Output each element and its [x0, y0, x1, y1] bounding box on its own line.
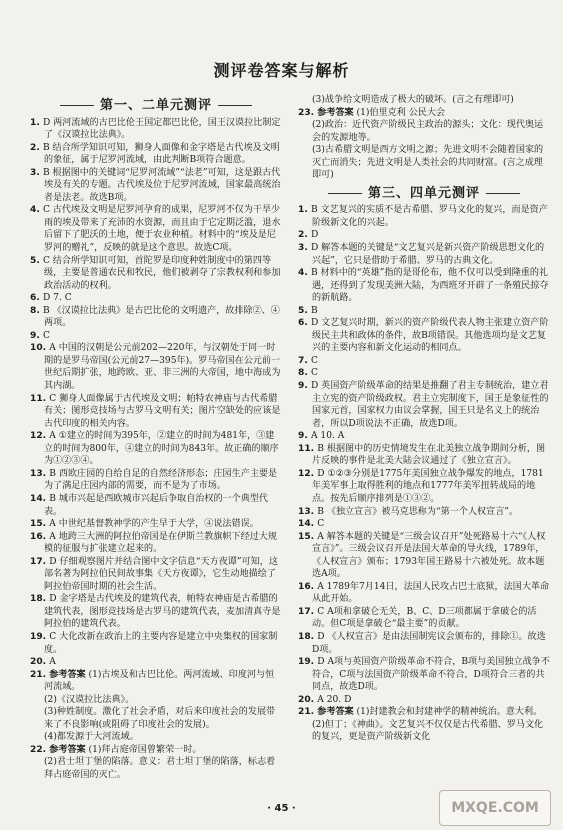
- answer-number: 17.: [30, 556, 50, 567]
- answer-number: 4.: [298, 268, 311, 279]
- answer-item: (3)种姓制度。激化了社会矛盾，对后来印度社会的发展带来了不良影响(或阻碍了印度社会的发展)。: [44, 707, 276, 730]
- answer-number: 9.: [298, 381, 311, 392]
- answer-number: 15.: [30, 519, 50, 530]
- title-rule-left: [60, 105, 94, 106]
- answer-number: 22. 参考答案: [30, 744, 86, 755]
- answer-item: 20. A 20. D: [298, 694, 352, 705]
- answer-item: 8. C: [298, 368, 318, 379]
- answer-number: 11.: [298, 443, 318, 454]
- answer-item: 1. D 两河流域的古巴比伦王国定都巴比伦，国王汉谟拉比制定了《汉谟拉比法典》。: [30, 117, 281, 141]
- answer-number: 3.: [30, 167, 43, 178]
- page-title: 测评卷答案与解析: [213, 61, 350, 80]
- title-rule-right: [218, 105, 252, 106]
- answer-number: 12.: [30, 431, 50, 442]
- answer-number: 18.: [298, 631, 318, 642]
- answer-number: 23. 参考答案: [298, 107, 354, 118]
- answer-item: (2)《汉谟拉比法典》。: [44, 694, 135, 705]
- answer-number: 5.: [30, 255, 43, 266]
- answer-item: 23. 参考答案 (1)伯里克利 公民大会: [298, 107, 446, 118]
- answer-item: 16. A 1789年7月14日，法国人民攻占巴士底狱，法国大革命从此开始。: [298, 581, 550, 605]
- answer-item: (4)都发源于大河流域。: [44, 732, 139, 743]
- answer-item: 18. D 《人权宣言》是由法国制宪议会颁布的，排除①。故选D项。: [298, 631, 546, 655]
- answer-item: 19. C 大化改新在政治上的主要内容是建立中央集权的国家制度。: [30, 631, 278, 655]
- answer-number: 21. 参考答案: [298, 707, 354, 718]
- answer-number: 16.: [30, 531, 50, 542]
- answer-number: 18.: [30, 594, 50, 605]
- answer-item: 14. C: [298, 519, 325, 530]
- answer-number: 17.: [298, 606, 318, 617]
- page-number: · 45 ·: [267, 803, 296, 814]
- right-column: [298, 94, 550, 744]
- answer-number: 15.: [298, 531, 318, 542]
- answer-item: 12. D ①②③分别是1775年美国独立战争爆发的地点，1781年美军事上取得胜利的地点和1777年美军扭转战局的地点。按先后顺序排列是①③②。: [298, 468, 544, 504]
- answer-number: 16.: [298, 581, 318, 592]
- answer-number: 12.: [298, 468, 318, 479]
- answer-item: 16. A 地跨三大洲的阿拉伯帝国是在伊斯兰教旗帜下经过大规模的征服与扩张建立起来的。: [30, 531, 277, 555]
- answer-number: 20.: [30, 657, 50, 668]
- answer-item: 21. 参考答案 (1)古埃及和古巴比伦。两河流域、印度河与恒河流域。: [30, 669, 275, 693]
- answer-number: 6.: [30, 293, 43, 304]
- answer-item: (3)古希腊文明是西方文明之源；先进文明不会随着国家的灭亡而消失；先进文明是人类社会的共同财富。(言之成理即可): [312, 145, 544, 181]
- answer-number: 21. 参考答案: [30, 669, 86, 680]
- answer-item: 11. C 狮身人面像属于古代埃及文明；帕特农神庙与古代希腊有关；图形竞技场与古罗马文明有关；图片空缺处的应该是古代印度的相关内容。: [30, 393, 281, 429]
- answer-number: 8.: [298, 368, 311, 379]
- answer-number: 13.: [30, 468, 50, 479]
- answer-number: 1.: [30, 117, 43, 128]
- answer-item: 12. A ①建立的时间为395年，②建立的时间为481年，③建立的时间为800年，④建立的时间为843年。故正确的顺序为①②③④。: [30, 431, 279, 467]
- answer-item: 13. B 西欧庄园的自给自足的自然经济形态；庄园生产主要是为了满足庄园内部的需要，而不是为了市场。: [30, 468, 278, 492]
- left-column: [30, 94, 282, 782]
- answer-number: 2.: [298, 230, 311, 241]
- answer-item: 2. B 结合所学知识可知，狮身人面像和金字塔是古代埃及文明的象征，属于尼罗河流域，由此判断B项符合题意。: [30, 142, 280, 166]
- answer-number: 1.: [298, 205, 311, 216]
- answer-item: 20. A: [30, 657, 56, 668]
- answer-number: 20.: [298, 694, 318, 705]
- answer-number: 9.: [298, 431, 311, 442]
- answer-item: 7. C: [298, 355, 318, 366]
- title-rule-right: [486, 193, 520, 194]
- answer-item: 11. B 根据图中的历史情境发生在北美独立战争期间分析，图片反映的事件是北美大陆会议通过了《独立宣言》。: [298, 443, 546, 467]
- answer-item: 21. 参考答案 (1)封建教会和封建神学的精神统治。意大利。: [298, 707, 543, 718]
- right-continued-answers: [298, 94, 550, 182]
- answer-item: 17. C A项和拿破仑无关，B、C、D三项都属于拿破仑的活动。但C项是拿破仑“最主要”的贡献。: [298, 606, 537, 630]
- answer-item: 19. D A项与英国资产阶级革命不符合，B项与美国独立战争不符合，C项与法国资产阶级革命不符合，D项符合三者的共同点，故选D项。: [298, 657, 550, 693]
- answer-number: 4.: [30, 205, 43, 216]
- left-answer-list: [30, 117, 282, 782]
- answer-number: 11.: [30, 393, 50, 404]
- answer-item: 4. B 材料中的“英雄”指的是哥伦布，他不仅可以受到隆重的礼遇，还得到了发现美洲大陆，为西班牙开辟了一条殖民掠夺的新航路。: [298, 268, 549, 304]
- answer-item: 5. B: [298, 305, 318, 316]
- answer-number: 10.: [30, 343, 50, 354]
- right-answer-list: [298, 204, 550, 744]
- answer-number: 2.: [30, 142, 43, 153]
- answer-number: 19.: [30, 631, 50, 642]
- answer-number: 6.: [298, 318, 311, 329]
- answer-number: 14.: [298, 519, 318, 530]
- answer-number: 19.: [298, 657, 318, 668]
- answer-item: (2)政治：近代资产阶级民主政治的源头；文化：现代奥运会的发源地等。: [312, 120, 544, 143]
- answer-item: 9. D 英国资产阶级革命的结果是推翻了君主专制统治，建立君主立宪的资产阶级政权。君主立宪制度下，国王是象征性的国家元首，国家权力由议会掌握，国王只是名义上的统治者，所以D项说法不正确，故选D项。: [298, 381, 549, 429]
- title-rule-left: [328, 193, 362, 194]
- answer-item: 15. A 中世纪基督教神学的产生早于大学，④说法错误。: [30, 519, 259, 530]
- answer-item: 4. C 古代埃及文明是尼罗河孕育的成果，尼罗河不仅为干旱少雨的埃及带来了充沛的水资源，而且由于它定期泛滥，退水后留下了肥沃的土地，便于农业种植。材料中的“埃及是尼罗河的赠礼”，反映的就是这个意思。故选C项。: [30, 205, 281, 254]
- answer-number: 5.: [298, 305, 311, 316]
- answer-item: 13. B 《独立宣言》被马克思称为“第一个人权宣言”。: [298, 506, 519, 517]
- section-title-text: 第一、二单元测评: [99, 98, 212, 113]
- answer-item: 1. B 文艺复兴的实质不是古希腊、罗马文化的复兴，而是资产阶级新文化的兴起。: [298, 205, 548, 228]
- answer-item: (3)战争给文明造成了极大的破坏。(言之有理即可): [312, 95, 514, 105]
- answer-number: 9.: [30, 330, 43, 341]
- answer-item: 14. B 城市兴起是西欧城市兴起后争取自治权的一个典型代表。: [30, 493, 269, 517]
- answer-item: (2)但丁；《神曲》。文艺复兴不仅仅是古代希腊、罗马文化的复兴，更是资产阶级新文化: [312, 719, 544, 743]
- answer-item: 8. B 《汉谟拉比法典》是古巴比伦的文明遗产，故排除②、④两项。: [30, 305, 280, 329]
- answer-item: 9. C: [30, 330, 50, 341]
- answer-item: 3. D 解答本题的关键是“文艺复兴是新兴资产阶级思想文化的兴起”，它只是借助于希腊、罗马的古典文化。: [298, 243, 545, 266]
- answer-item: 10. A 中国的汉朝是公元前202—220年，与汉朝处于同一时期的是罗马帝国(公元前27—395年)。罗马帝国在公元前一世纪后期扩张，地跨欧、亚、非三洲的大帝国，地中海成为其内湖。: [30, 343, 281, 392]
- answer-item: 5. C 结合所学知识可知，首陀罗是印度种姓制度中的第四等级，主要是普通农民和牧民，他们被剥夺了宗教权利和参加政治活动的权利。: [30, 255, 281, 291]
- answer-item: 22. 参考答案 (1)拜占庭帝国曾繁荣一时。: [30, 744, 202, 755]
- answer-number: 13.: [298, 506, 318, 517]
- answer-item: 2. D: [298, 230, 319, 241]
- answer-item: 18. D 金字塔是古代埃及的建筑代表，帕特农神庙是古希腊的建筑代表，图形竞技场是古罗马的建筑代表，麦加清真寺是阿拉伯的建筑代表。: [30, 594, 281, 630]
- answer-number: 3.: [298, 243, 311, 254]
- section-title-unit-1-2: [30, 100, 282, 113]
- answer-item: 6. D 文艺复兴时期，新兴的资产阶级代表人物主张建立资产阶级民主共和政体的条件，故B项错误。其他选项均是文艺复兴的主要内容和新文化运动的相同点。: [298, 318, 549, 354]
- answer-item: 3. B 根据图中的关键词“尼罗河流域”“法老”可知，这是跟古代埃及有关的专题。古代埃及位于尼罗河流域，国家最高统治者是法老。故选B项。: [30, 167, 281, 203]
- watermark-logo: MXQE.COM: [439, 790, 551, 826]
- section-title-unit-3-4: [298, 185, 550, 201]
- answer-number: 7.: [298, 355, 311, 366]
- answer-item: 9. A 10. A: [298, 431, 345, 442]
- answer-item: 17. D 仔细观察图片并结合图中文字信息“天方夜谭”可知，这部名著为阿拉伯民间故事集《天方夜谭》，它生动地描绘了阿拉伯帝国时期的社会生活。: [30, 556, 278, 592]
- answer-number: 14.: [30, 493, 50, 504]
- answer-item: 6. D 7. C: [30, 293, 72, 304]
- answer-number: 8.: [30, 305, 43, 316]
- answer-item: 15. A 解答本题的关键是“三级会议召开”处死路易十六“《人权宣言》”。三级会议召开是法国大革命的导火线，1789年，《人权宣言》颁布；1793年国王路易十六被处死。故本题选A项。: [298, 531, 546, 580]
- section-title-text: 第三、四单元测评: [367, 185, 480, 201]
- answer-item: (2)君士坦丁堡的陷落。意义：君士坦丁堡的陷落，标志着拜占庭帝国的灭亡。: [44, 757, 276, 780]
